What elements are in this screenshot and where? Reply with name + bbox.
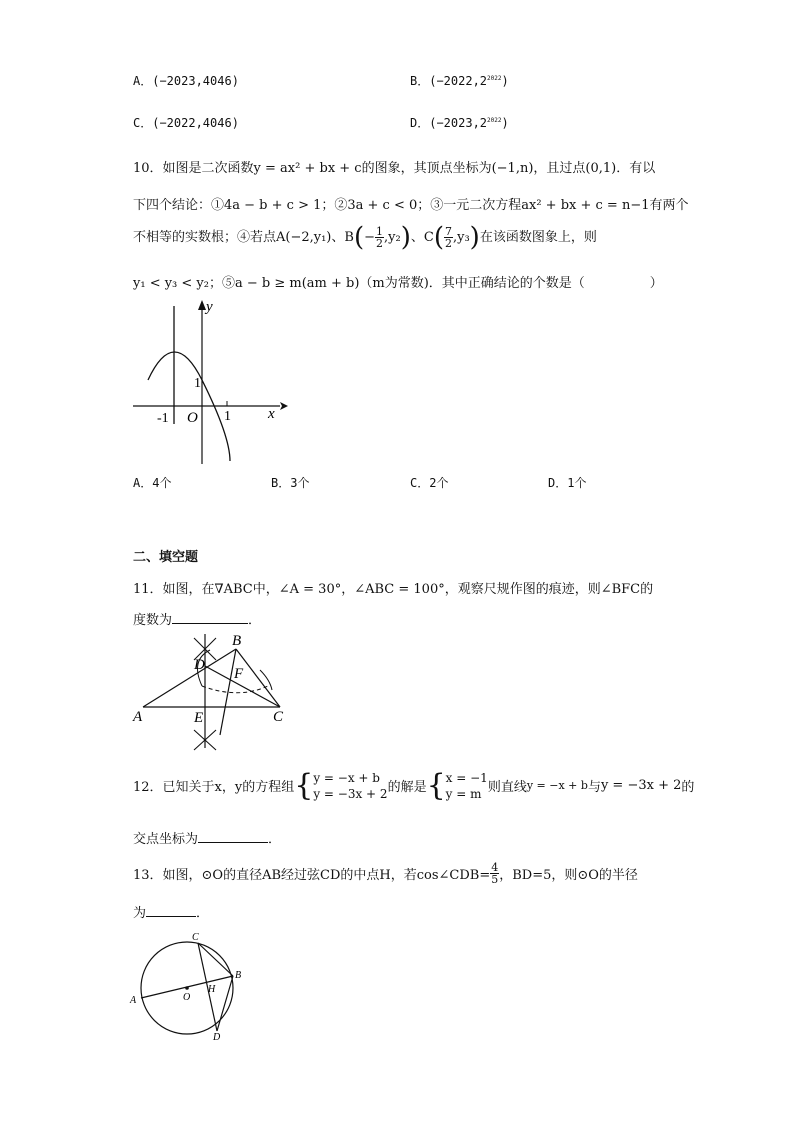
- q9-option-c: C．(−2022,4046): [133, 116, 239, 130]
- vertex-label-C: C: [273, 709, 284, 725]
- q10-line-2: 下四个结论：①4a − b + c > 1；②3a + c < 0；③一元二次方程ax² + bx + c = n−1有两个: [133, 198, 689, 213]
- point-label-E: E: [194, 710, 204, 726]
- q11-answer-blank: [172, 611, 248, 624]
- origin-label: O: [187, 410, 198, 426]
- point-label-C: C: [192, 932, 199, 943]
- q12-line-1: 12．已知关于x，y的方程组{ y = −x + b y = −3x + 2 的解是{ x = −1 y = m 则直线y = −x + b与y = −3x + 2的: [133, 768, 695, 803]
- section-heading-fill-in: 二、填空题: [133, 550, 199, 565]
- q11-triangle-figure: [130, 630, 290, 755]
- point-label-H: H: [208, 984, 216, 995]
- q9-option-b: B．$(-2022,2^{2022})$: [410, 74, 509, 88]
- q13-line-1: 13．如图，⊙O的直径AB经过弦CD的中点H，若cos∠CDB= $\frac{4}{5}$ ，BD=5，则⊙O的半径: [133, 861, 638, 886]
- center-point: [185, 986, 189, 990]
- tick-label-one-y: 1: [194, 376, 201, 391]
- q10-parabola-graph: [130, 296, 290, 468]
- construction-arc-dashed: [202, 685, 270, 693]
- q9-option-a: A．(−2023,4046): [133, 74, 239, 88]
- q10-fraction-seven-half: $\frac{7}{2}$: [444, 225, 452, 250]
- q12-equation-system: y = −x + b y = −3x + 2: [313, 770, 388, 801]
- segment-AB: [143, 649, 236, 707]
- q9-option-d: D．$(-2023,2^{2022})$: [410, 116, 509, 130]
- q10-option-c: C．2个: [410, 476, 449, 490]
- q10-line-1: 10．如图是二次函数y = ax² + bx + c的图象，其顶点坐标为(−1,n)，且过点(0,1)．有以: [133, 161, 656, 176]
- point-label-D: D: [213, 1032, 221, 1040]
- q13-answer-blank: [146, 904, 196, 917]
- q12-answer-blank: [198, 830, 268, 843]
- point-label-F: F: [234, 666, 244, 682]
- tick-label-neg-one: -1: [157, 411, 169, 426]
- point-label-B: B: [235, 970, 242, 981]
- q10-option-a: A．4个: [133, 476, 172, 490]
- chord-CB: [198, 943, 233, 976]
- q10-option-d: D．1个: [548, 476, 587, 490]
- vertex-label-B: B: [232, 633, 242, 649]
- q11-line-1: 11．如图，在∇ABC中，∠A = 30°，∠ABC = 100°，观察尺规作图的痕迹，则∠BFC的: [133, 582, 654, 597]
- q13-line-2: 为 ．: [133, 906, 210, 921]
- x-axis-arrow: [280, 402, 288, 410]
- q13-fraction: $\frac{4}{5}$: [491, 861, 499, 886]
- tick-label-one-x: 1: [224, 409, 231, 424]
- point-label-A: A: [130, 995, 137, 1006]
- q13-circle-figure: [128, 928, 248, 1040]
- q12-solution-system: x = −1 y = m: [445, 770, 488, 801]
- y-axis-arrow: [198, 300, 206, 310]
- x-axis-label: x: [268, 406, 275, 422]
- q10-line-3: 不相等的实数根；④若点A(−2,y₁)、B(− $\frac{1}{2}$ ,y₂)、C( $\frac{7}{2}$ ,y₃)在该函数图象上，则: [133, 222, 597, 253]
- q12-line-2: 交点坐标为 ．: [133, 832, 282, 847]
- point-label-D: D: [194, 657, 205, 673]
- q10-line-4: y₁ < y₃ < y₂；⑤a − b ≥ m(am + b)（m为常数)．其中正确结论的个数是（ ）: [133, 276, 663, 291]
- vertex-label-A: A: [133, 709, 143, 725]
- q11-line-2: 度数为 ．: [133, 613, 262, 628]
- q10-fraction-half: $\frac{1}{2}$: [376, 225, 383, 250]
- y-axis-label: y: [206, 299, 213, 315]
- point-label-O: O: [183, 992, 191, 1003]
- q10-option-b: B．3个: [271, 476, 310, 490]
